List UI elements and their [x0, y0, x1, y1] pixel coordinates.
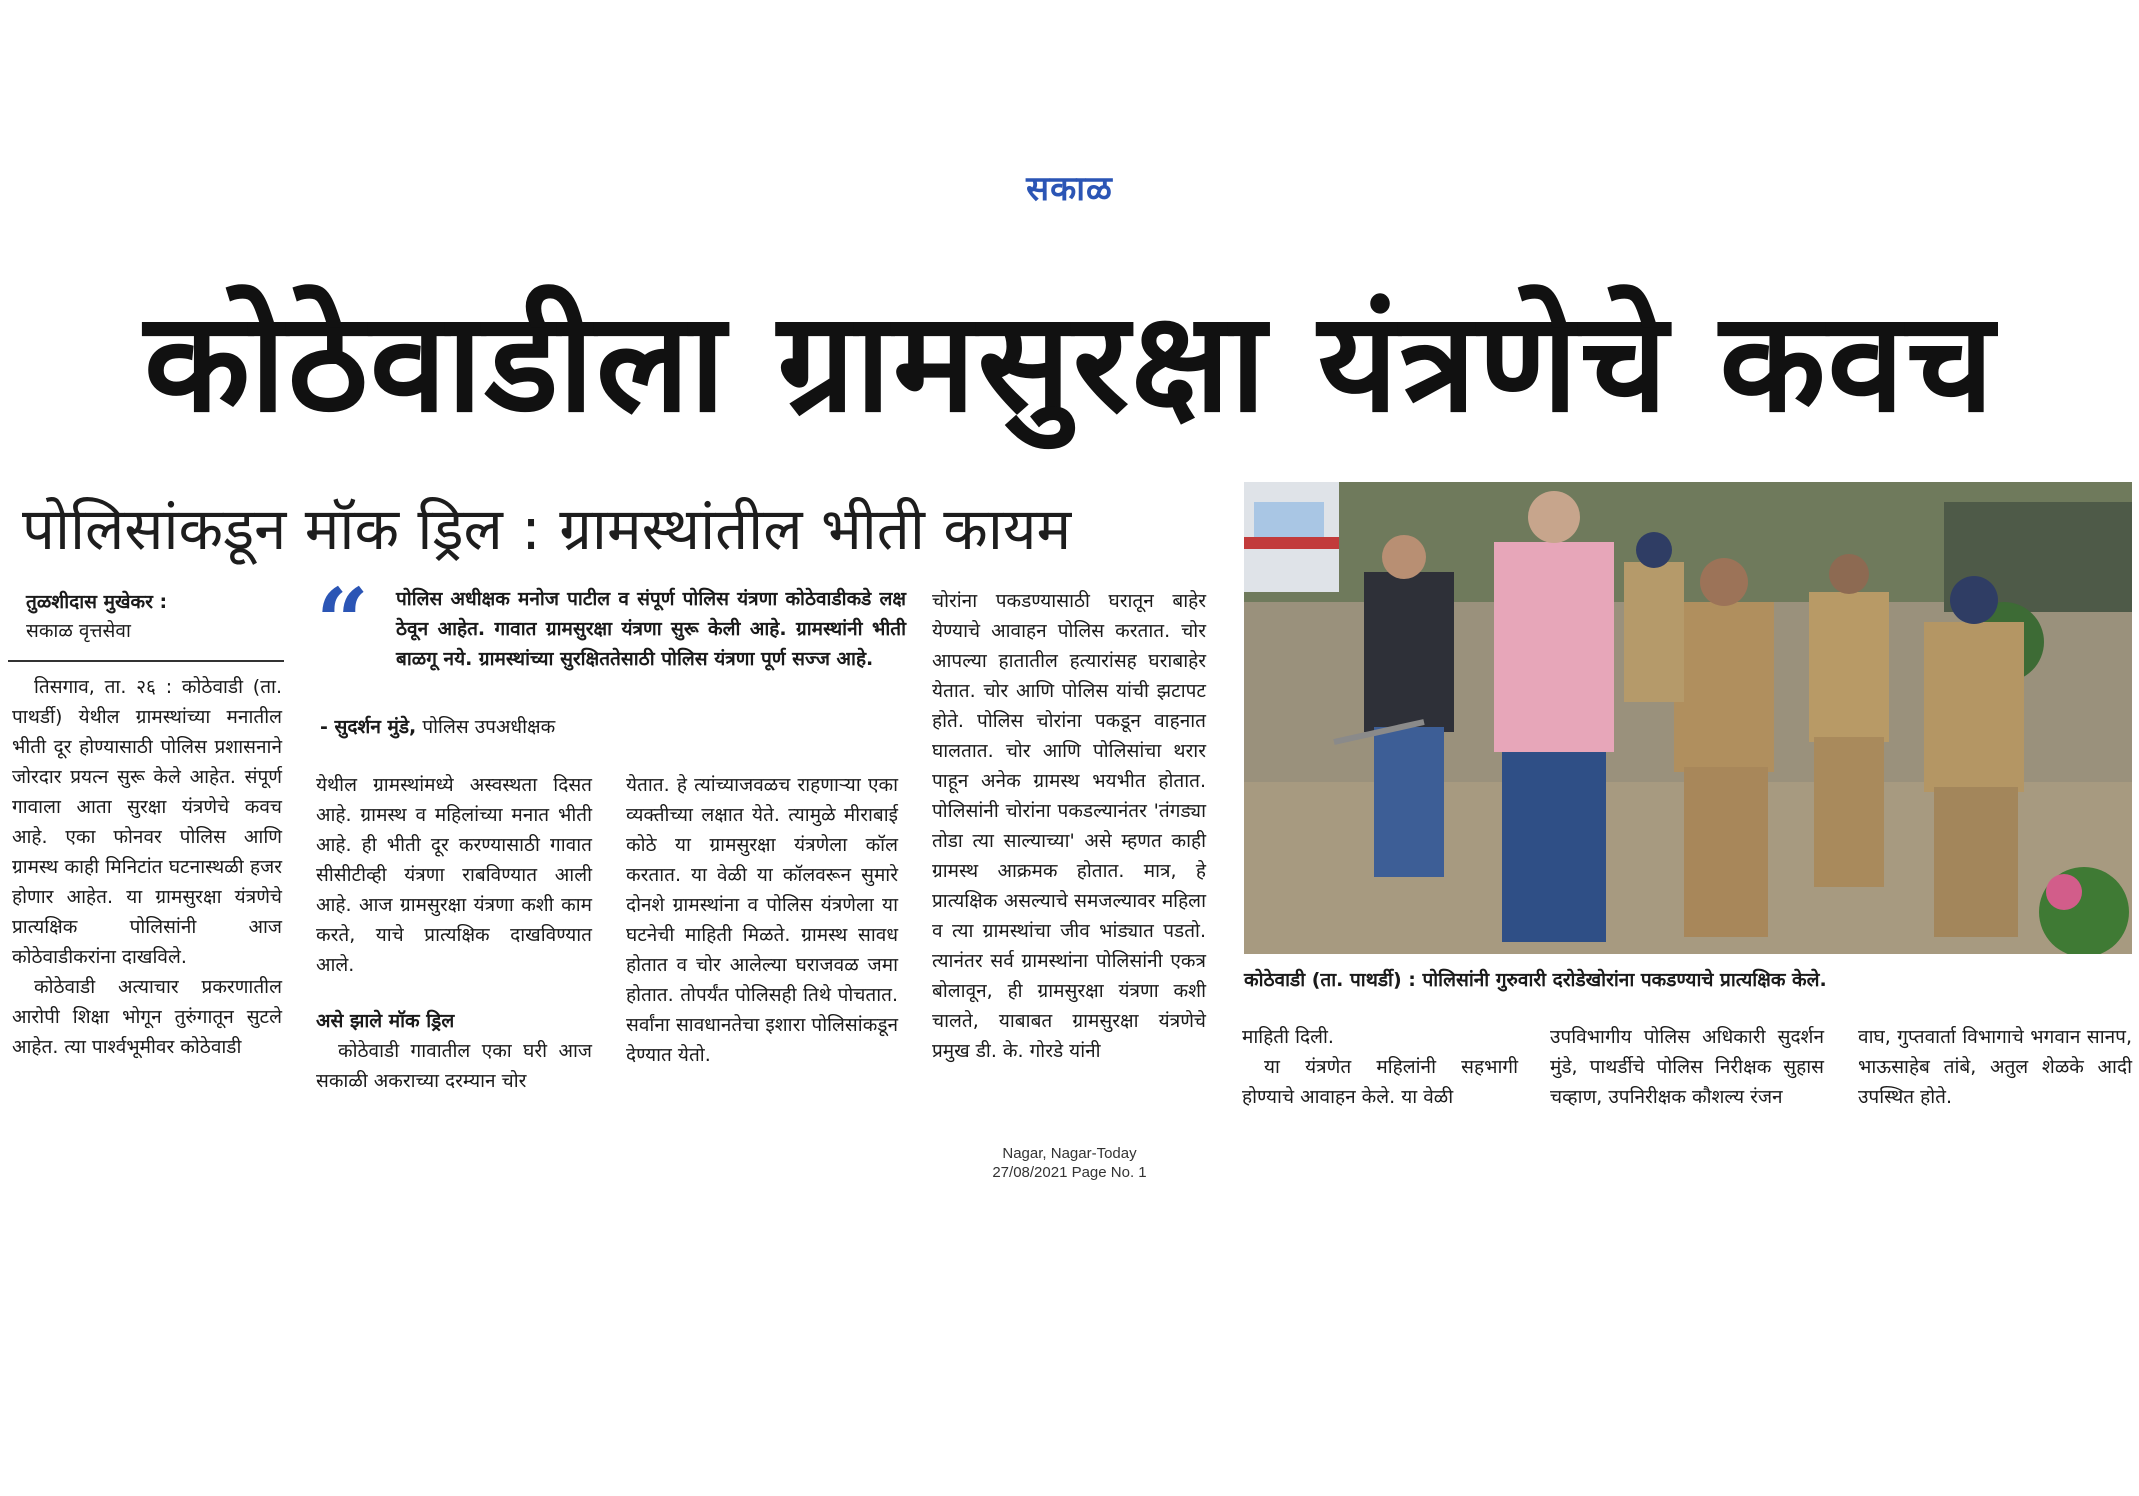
article-paragraph: कोठेवाडी गावातील एका घरी आज सकाळी अकराच्या दरम्यान चोर [316, 1040, 592, 1092]
article-column-7 [1858, 1022, 2132, 1112]
article-column-5 [1242, 1022, 1518, 1112]
headline: कोठेवाडीला ग्रामसुरक्षा यंत्रणेचे कवच [144, 282, 1996, 443]
byline-agency: सकाळ वृत्तसेवा [26, 620, 131, 642]
article-paragraph: कोठेवाडी अत्याचार प्रकरणातील आरोपी शिक्षा भोगून तुरुंगातून सुटले आहेत. त्या पार्श्वभूमीवर कोठेवाडी [12, 976, 282, 1058]
pull-quote-text: पोलिस अधीक्षक मनोज पाटील व संपूर्ण पोलिस यंत्रणा कोठेवाडीकडे लक्ष ठेवून आहेत. गावात ग्रामसुरक्षा यंत्रणा सुरू केली आहे. ग्रामस्थांनी भीती बाळगू नये. ग्रामस्थांच्या सुरक्षिततेसाठी पोलिस यंत्रणा पूर्ण सज्ज आहे. [396, 588, 906, 670]
article-paragraph: या यंत्रणेत महिलांनी सहभागी होण्याचे आवाहन केले. या वेळी [1242, 1056, 1518, 1108]
article-column-4 [932, 586, 1206, 1066]
article-paragraph: वाघ, गुप्तवार्ता विभागाचे भगवान सानप, भाऊसाहेब तांबे, अतुल शेळके आदी उपस्थित होते. [1858, 1026, 2132, 1108]
subheadline: पोलिसांकडून मॉक ड्रिल : ग्रामस्थांतील भीती कायम [22, 495, 1072, 563]
quote-attribution-name: - सुदर्शन मुंडे, [320, 716, 417, 738]
article-paragraph: माहिती दिली. [1242, 1026, 1334, 1048]
article-paragraph: उपविभागीय पोलिस अधिकारी सुदर्शन मुंडे, पाथर्डीचे पोलिस निरीक्षक सुहास चव्हाण, उपनिरीक्षक कौशल्य रंजन [1550, 1026, 1824, 1108]
article-paragraph: तिसगाव, ता. २६ : कोठेवाडी (ता. पाथर्डी) येथील ग्रामस्थांच्या मनातील भीती दूर होण्यासाठी पोलिस प्रशासनाने जोरदार प्रयत्न सुरू केले आहेत. संपूर्ण गावाला आता सुरक्षा यंत्रणेचे कवच आहे. एका फोनवर पोलिस आणि ग्रामस्थ काही मिनिटांत घटनास्थळी हजर होणार आहेत. या ग्रामसुरक्षा यंत्रणेचे प्रात्यक्षिक पोलिसांनी आज कोठेवाडीकरांना दाखविले. [12, 676, 282, 968]
byline-divider [8, 660, 284, 662]
article-column-1 [12, 672, 282, 1062]
page-footer [0, 1144, 2139, 1182]
footer-edition: Nagar, Nagar-Today [1002, 1145, 1137, 1162]
byline-author: तुळशीदास मुखेकर : [26, 591, 168, 613]
footer-date-page: 27/08/2021 Page No. 1 [992, 1164, 1147, 1181]
byline [26, 588, 286, 646]
news-photo [1244, 482, 2132, 954]
article-paragraph: येथील ग्रामस्थांमध्ये अस्वस्थता दिसत आहे. ग्रामस्थ व महिलांच्या मनात भीती आहे. ही भीती दूर करण्यासाठी गावात सीसीटीव्ही यंत्रणा राबविण्यात आली आहे. आज ग्रामसुरक्षा यंत्रणा कशी काम करते, याचे प्रात्यक्षिक दाखविण्यात आले. [316, 774, 592, 976]
quote-mark-icon: “ [316, 568, 369, 676]
article-column-3 [626, 770, 898, 1070]
article-paragraph: चोरांना पकडण्यासाठी घरातून बाहेर येण्याचे आवाहन पोलिस करतात. चोर आपल्या हातातील हत्यारांसह घराबाहेर येतात. चोर आणि पोलिस यांची झटापट होते. पोलिस चोरांना पकडून वाहनात घालतात. चोर आणि पोलिसांचा थरार पाहून अनेक ग्रामस्थ भयभीत होतात. पोलिसांनी चोरांना पकडल्यानंतर 'तंगड्या तोडा त्या साल्याच्या' असे म्हणत काही ग्रामस्थ आक्रमक होतात. मात्र, हे प्रात्यक्षिक असल्याचे समजल्यावर महिला व त्या ग्रामस्थांचा जीव भांड्यात पडतो. त्यानंतर सर्व ग्रामस्थांना पोलिसांनी एकत्र बोलावून, ही ग्रामसुरक्षा यंत्रणा कशी चालते, याबाबत ग्रामसुरक्षा यंत्रणेचे प्रमुख डी. के. गोरडे यांनी [932, 590, 1206, 1062]
article-paragraph: येतात. हे त्यांच्याजवळच राहणाऱ्या एका व्यक्तीच्या लक्षात येते. त्यामुळे मीराबाई कोठे या ग्रामसुरक्षा यंत्रणेला कॉल करतात. या वेळी या कॉलवरून सुमारे दोनशे ग्रामस्थांना व पोलिस यंत्रणेला या घटनेची माहिती मिळते. ग्रामस्थ सावध होतात व चोर आलेल्या घराजवळ जमा होतात. तोपर्यंत पोलिसही तिथे पोचतात. सर्वांना सावधानतेचा इशारा पोलिसांकडून देण्यात येतो. [626, 774, 898, 1066]
article-column-2 [316, 770, 592, 1096]
quote-attribution-title: पोलिस उपअधीक्षक [422, 716, 556, 738]
photo-caption: कोठेवाडी (ता. पाथर्डी) : पोलिसांनी गुरुवारी दरोडेखोरांना पकडण्याचे प्रात्यक्षिक केले. [1244, 969, 1827, 991]
masthead-logo: सकाळ [1026, 169, 1113, 209]
article-column-6 [1550, 1022, 1824, 1112]
pull-quote-attribution [320, 712, 555, 742]
section-heading: असे झाले मॉक ड्रिल [316, 1010, 455, 1032]
